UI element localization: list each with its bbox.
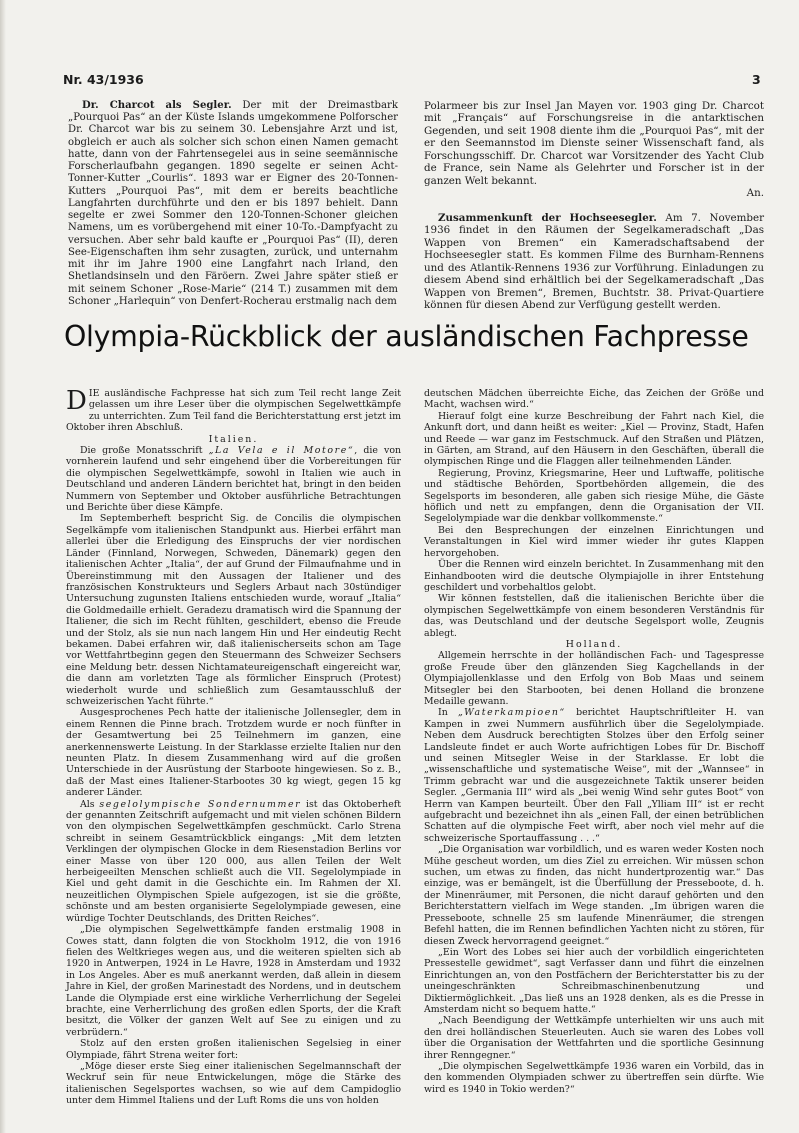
paragraph: „Ein Wort des Lobes sei hier auch der vorbildlich eingerichteten Pressestelle gewidmet“, sagt Verfasser dann und führt die einzelnen Einrichtungen an, von den Postfächern der Berichterstatter bis zu der uneingeschränkten Schreibmaschinenbenutzung und Diktiermöglichkeit. „Das ließ uns an 1928 denken, als es die Presse in Amsterdam nicht so bequem hatte.“	[424, 946, 764, 1015]
main-headline: Olympia-Rückblick der ausländischen Fachpresse	[64, 320, 749, 353]
paragraph: Die große Monatsschrift „La Vela e il Motore“, die von vornherein laufend und sehr eingehend über die Vorbereitungen für die olympischen Segelwettkämpfe, sowohl in Italien wie auch in Deutschland und anderen Ländern berichtet hat, bringt in den beiden Nummern von September und Oktober ausführliche Betrachtungen und Berichte über diese Kämpfe.	[66, 445, 401, 514]
paragraph: „Die olympischen Segelwettkämpfe fanden erstmalig 1908 in Cowes statt, dann folgten die von Stockholm 1912, die von 1916 fielen des Weltkrieges wegen aus, und die weiteren spielten sich ab 1920 in Antwerpen, 1924 in Le Havre, 1928 in Amsterdam und 1932 in Los Angeles. Aber es muß anerkannt werden, daß allein in diesem Jahre in Kiel, der großen Marinestadt des Nordens, und in deutschem Lande die Olympiade erst eine wirkliche Verherrlichung der Segelei brachte, eine Verherrlichung des großen edlen Sports, der die Kraft besitzt, die Völker der ganzen Welt auf See zu einigen und zu verbrüdern.“	[66, 924, 401, 1038]
binding-shadow	[0, 0, 6, 1133]
paragraph: Über die Rennen wird einzeln berichtet. In Zusammenhang mit den Einhandbooten wird die deutsche Olympiajolle in ihrer Entstehung geschildert und vorbehaltlos gelobt.	[424, 559, 764, 593]
paragraph: Stolz auf den ersten großen italienischen Segelsieg in einer Olympiade, fährt Strena weiter fort:	[66, 1038, 401, 1061]
paragraph: Im Septemberheft bespricht Sig. de Concilis die olympischen Segelkämpfe vom italienischen Standpunkt aus. Hierbei erfährt man allerlei über die Erledigung des Einspruchs der vier nordischen Länder (Finnland, Norwegen, Schweden, Dänemark) gegen den italienischen Achter „Italia“, der auf Grund der Filmaufnahme und in Übereinstimmung mit den Aussagen der Italiener und des französischen Konstrukteurs und Seglers Arbaut nach 30stündiger Untersuchung zugunsten Italiens entschieden wurde, worauf „Italia“ die Goldmedaille erhielt. Geradezu dramatisch wird die Spannung der Italiener, die sich im Recht fühlten, geschildert, ebenso die Freude und der Stolz, als sie nun nach langem Hin und Her eindeutig Recht bekamen. Dabei erfahren wir, daß italienischerseits schon am Tage vor Wettfahrtbeginn gegen den Steuermann des Schweizer Sechsers eine Meldung betr. dessen Nichtamateureigenschaft eingereicht war, die dann am vorletzten Tage als förmlicher Einspruch (Protest) wiederholt wurde und schließlich zum Gesamtausschluß der schweizerischen Yacht führte.“	[66, 513, 401, 707]
intro-paragraph: DIE ausländische Fachpresse hat sich zum Teil recht lange Zeit gelassen um ihre Leser über die olympischen Segelwettkämpfe zu unterrichten. Zum Teil fand die Berichterstattung erst jetzt im Oktober ihren Abschluß.	[66, 386, 401, 434]
olympia-article-right	[424, 388, 764, 1095]
paragraph: Regierung, Provinz, Kriegsmarine, Heer und Luftwaffe, politische und städtische Behörden, Sportbehörden allgemein, die des Segelsports im besonderen, alle gaben sich riesige Mühe, die Gäste höflich und nett zu empfangen, denn die Organisation der VII. Segelolympiade war die denkbar vollkommenste.“	[424, 467, 764, 525]
article-signature: An.	[746, 187, 764, 200]
charcot-lead: Dr. Charcot als Segler.	[82, 100, 232, 111]
paragraph: „Nach Beendigung der Wettkämpfe unterhielten wir uns auch mit den drei holländischen Steuerleuten. Auch sie waren des Lobes voll über die Organisation der Wettfahrten und die sportliche Gesinnung ihrer Renngegner.“	[424, 1015, 764, 1061]
issue-number: Nr. 43/1936	[63, 72, 144, 87]
page-number: 3	[752, 72, 761, 87]
paragraph: Hierauf folgt eine kurze Beschreibung der Fahrt nach Kiel, die Ankunft dort, und dann heißt es weiter: „Kiel — Provinz, Stadt, Hafen und Reede — war ganz im Festschmuck. Auf den Straßen und Plätzen, in Gärten, am Strand, auf den Häusern in den Geschäften, überall die olympischen Ringe und die Flaggen aller teilnehmenden Länder.	[424, 410, 764, 468]
paragraph: Allgemein herrschte in der holländischen Fach- und Tagespresse große Freude über den glänzenden Sieg Kagchellands in der Olympiajollenklasse und den Erfolg von Bob Maas und seinem Mitsegler bei den Starbooten, bei denen Holland die bronzene Medaille gewann.	[424, 650, 764, 707]
paragraph: Ausgesprochenes Pech hatte der italienische Jollensegler, dem in einem Rennen die Pinne brach. Trotzdem wurde er noch fünfter in der Gesamtwertung bei 25 Teilnehmern im ganzen, eine anerkennenswerte Leistung. In der Starklasse erzielte Italien nur den neunten Platz. In diesem Zusammenhang wird auf die großen Unterschiede in der Ausrüstung der Starboote hingewiesen. So z. B., daß der Mast eines Italiener-Starbootes 30 kg wiegt, gegen 15 kg anderer Länder.	[66, 707, 401, 799]
charcot-article-right	[424, 100, 764, 312]
paragraph: „Möge dieser erste Sieg einer italienischen Segelmannschaft der Weckruf sein für neue Entwickelungen, möge die Stärke des italienischen Segelsportes wachsen, so wie auf dem Campidoglio unter dem Himmel Italiens und der Luft Roms die uns von holden	[66, 1060, 401, 1107]
charcot-continuation: Polarmeer bis zur Insel Jan Mayen vor. 1903 ging Dr. Charcot mit „Français“ auf Forschungsreise in die antarktischen Gegenden, und seit 1908 diente ihm die „Pourquoi Pas“, mit der er den Seemannstod im Dienste seiner Wissenschaft fand, als Forschungsschiff. Dr. Charcot war Vorsitzender des Yacht Club de France, sein Name als Gelehrter und Forscher ist in der ganzen Welt bekannt.	[424, 100, 764, 187]
paragraph: Wir können feststellen, daß die italienischen Berichte über die olympischen Segelwettkämpfe von einem besonderen Verständnis für das, was Deutschland und der deutsche Segelsport wolle, Zeugnis ablegt.	[424, 593, 764, 639]
charcot-article-left	[68, 100, 398, 308]
paragraph: In „Waterkampioen“ berichtet Hauptschriftleiter H. van Kampen in zwei Nummern ausführlich über die Segelolympiade. Neben dem Ausdruck berechtigten Stolzes über den Erfolg seiner Landsleute findet er auch Worte aufrichtigen Lobes für Dr. Bischoff und seinen Mitsegler Weise in der Starklasse. Er lobt die „wissenschaftliche und systematische Weise“, mit der „Wannsee“ in Trimm gebracht war und die ausgezeichnete Taktik unserer beiden Segler. „Germania III“ wird als „bei wenig Wind sehr gutes Boot“ von Herrn van Kampen beurteilt. Über den Fall „Ylliam III“ ist er recht aufgebracht und bezeichnet ihn als „einen Fall, der einen betrüblichen Schatten auf die olympische Feet wirft, aber noch viel mehr auf die schweizerische Sportauffassung . . .“	[424, 707, 764, 844]
paragraph: „Die Organisation war vorbildlich, und es waren weder Kosten noch Mühe gescheut worden, um dies Ziel zu erreichen. Wir müssen schon suchen, um etwas zu finden, das nicht hundertprozentig war.“ Das einzige, was er bemängelt, ist die Überfüllung der Presseboote, d. h. der Minenräumer, mit Personen, die nicht darauf gehörten und den Berichterstattern vielfach im Wege standen. „Im übrigen waren die Presseboote, schnelle 25 sm laufende Minenräumer, die strengen Befehl hatten, die im Rennen befindlichen Yachten nicht zu stören, für diesen Zweck hervorragend geeignet.“	[424, 844, 764, 947]
paragraph: Bei den Besprechungen der einzelnen Einrichtungen und Veranstaltungen in Kiel wird immer wieder ihr gutes Klappen hervorgehoben.	[424, 524, 764, 559]
section-heading-italien: Italien.	[208, 433, 259, 445]
paragraph: deutschen Mädchen überreichte Eiche, das Zeichen der Größe und Macht, wachsen wird.“	[424, 388, 764, 411]
paragraph: „Die olympischen Segelwettkämpfe 1936 waren ein Vorbild, das in den kommenden Olympiaden schwer zu übertreffen sein dürfte. Wie wird es 1940 in Tokio werden?“	[424, 1060, 764, 1095]
olympia-article-left	[66, 388, 401, 1107]
charcot-paragraph: Dr. Charcot als Segler. Der mit der Dreimastbark „Pourquoi Pas“ an der Küste Islands umgekommene Polforscher Dr. Charcot war bis zu seinem 30. Lebensjahre Arzt und ist, obgleich er auch als solcher sich schon einen Namen gemacht hatte, dann von der Fahrtensegelei aus in seine seemännische Forscherlaufbahn gegangen. 1890 segelte er seinen Acht-Tonner-Kutter „Courlis“. 1893 war er Eigner des 20-Tonnen-Kutters „Pourquoi Pas“, mit dem er bereits beachtliche Langfahrten durchführte und den er bis 1897 behielt. Dann segelte er zwei Sommer den 120-Tonnen-Schoner gleichen Namens, um es vorübergehend mit einer 10-To.-Dampfyacht zu versuchen. Aber sehr bald kaufte er „Pourquoi Pas“ (II), deren See-Eigenschaften ihm sehr zusagten, zurück, und unternahm mit ihr im Jahre 1900 eine Langfahrt nach Irland, den Shetlandsinseln und den Färöern. Zwei Jahre später stieß er mit seinem Schoner „Rose-Marie“ (214 T.) zusammen mit dem Schoner „Harlequin“ von Denfert-Rocherau erstmalig nach dem	[68, 100, 398, 307]
magazine-name: „La Vela e il Motore“	[208, 445, 355, 457]
magazine-name: „Waterkampioen“	[457, 707, 566, 719]
drop-cap: D	[66, 386, 87, 416]
hochseesegler-paragraph: Zusammenkunft der Hochseesegler. Am 7. November 1936 findet in den Räumen der Segelkameradschaft „Das Wappen von Bremen“ ein Kameradschaftsabend der Hochseesegler statt. Es kommen Filme des Burnham-Rennens und des Atlantik-Rennens 1936 zur Vorführung. Einladungen zu diesem Abend sind erhältlich bei der Segelkameradschaft „Das Wappen von Bremen“, Bremen, Buchtstr. 38. Privat-Quartiere können für diesen Abend zur Verfügung gestellt werden.	[424, 211, 764, 312]
hochseesegler-lead: Zusammenkunft der Hochseesegler.	[438, 211, 657, 224]
special-issue-phrase: segelolympische Sondernummer	[99, 798, 302, 810]
paragraph: Als segelolympische Sondernummer ist das Oktoberheft der genannten Zeitschrift aufgemacht und mit vielen schönen Bildern von den olympischen Segelwettkämpfen geschmückt. Carlo Strena schreibt in seinem Gesamtrückblick eingangs: „Mit dem letzten Verklingen der olympischen Glocke in dem Riesenstadion Berlins vor einer Masse von über 120 000, aus allen Teilen der Welt herbeigeeilten Menschen schließt auch die VII. Segelolympiade in Kiel und geht damit in die Geschichte ein. Im Rahmen der XI. neuzeitlichen Olympischen Spiele aufgezogen, ist sie die größte, schönste und am besten organisierte Segelolympiade gewesen, eine würdige Tochter Deutschlands, des Dritten Reiches“.	[66, 798, 401, 924]
section-heading-holland: Holland.	[565, 638, 623, 650]
